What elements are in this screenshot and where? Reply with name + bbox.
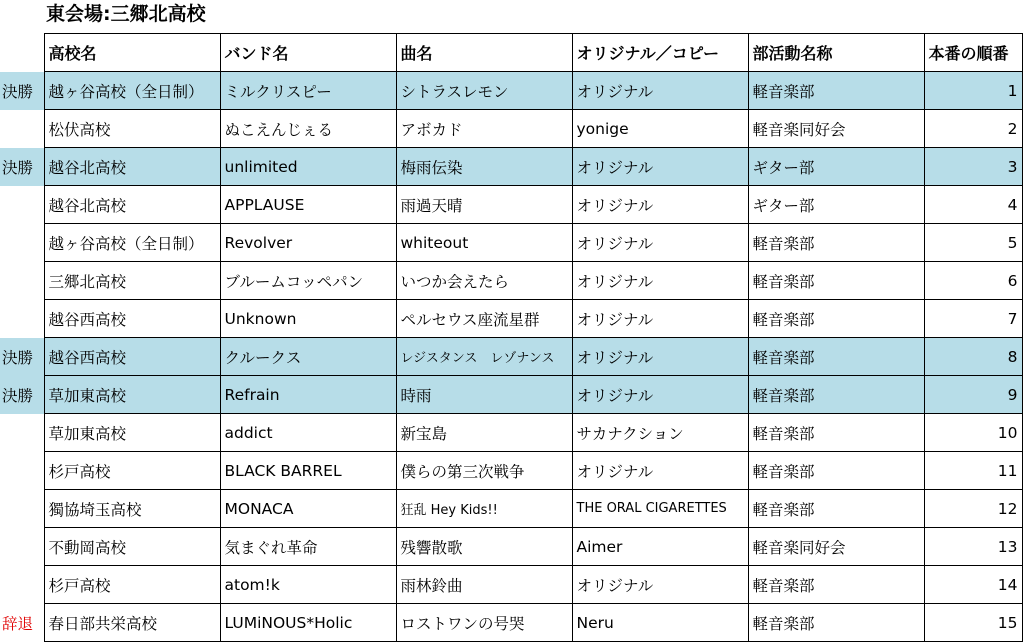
club-cell: 軽音楽部 bbox=[748, 72, 924, 110]
order-cell: 4 bbox=[924, 186, 1022, 224]
table-row bbox=[0, 148, 1022, 186]
status-cell bbox=[0, 224, 44, 262]
table-row bbox=[0, 566, 1022, 604]
band-cell: BLACK BARREL bbox=[220, 452, 396, 490]
type-cell: オリジナル bbox=[572, 300, 748, 338]
table-row bbox=[0, 604, 1022, 642]
order-cell: 10 bbox=[924, 414, 1022, 452]
header-band: バンド名 bbox=[220, 34, 396, 72]
club-cell: 軽音楽部 bbox=[748, 300, 924, 338]
type-cell: オリジナル bbox=[572, 224, 748, 262]
school-cell: 不動岡高校 bbox=[44, 528, 220, 566]
header-club: 部活動名称 bbox=[748, 34, 924, 72]
table-row bbox=[0, 300, 1022, 338]
status-cell bbox=[0, 566, 44, 604]
order-cell: 15 bbox=[924, 604, 1022, 642]
type-cell: Aimer bbox=[572, 528, 748, 566]
order-cell: 11 bbox=[924, 452, 1022, 490]
song-cell: いつか会えたら bbox=[396, 262, 572, 300]
song-cell: 雨過天晴 bbox=[396, 186, 572, 224]
status-cell: 決勝 bbox=[0, 148, 44, 186]
status-cell bbox=[0, 186, 44, 224]
club-cell: 軽音楽部 bbox=[748, 490, 924, 528]
song-cell: 時雨 bbox=[396, 376, 572, 414]
school-cell: 越谷北高校 bbox=[44, 186, 220, 224]
table-row bbox=[0, 224, 1022, 262]
table-row bbox=[0, 262, 1022, 300]
club-cell: 軽音楽部 bbox=[748, 262, 924, 300]
order-cell: 5 bbox=[924, 224, 1022, 262]
band-cell: unlimited bbox=[220, 148, 396, 186]
results-table bbox=[0, 33, 1023, 642]
song-cell: 残響散歌 bbox=[396, 528, 572, 566]
type-cell: サカナクション bbox=[572, 414, 748, 452]
club-cell: 軽音楽部 bbox=[748, 414, 924, 452]
header-song: 曲名 bbox=[396, 34, 572, 72]
school-cell: 草加東高校 bbox=[44, 414, 220, 452]
school-cell: 草加東高校 bbox=[44, 376, 220, 414]
school-cell: 松伏高校 bbox=[44, 110, 220, 148]
order-cell: 6 bbox=[924, 262, 1022, 300]
type-cell: オリジナル bbox=[572, 376, 748, 414]
status-cell bbox=[0, 490, 44, 528]
school-cell: 越谷西高校 bbox=[44, 338, 220, 376]
status-cell bbox=[0, 528, 44, 566]
band-cell: ブルームコッペパン bbox=[220, 262, 396, 300]
school-cell: 獨協埼玉高校 bbox=[44, 490, 220, 528]
type-cell: THE ORAL CIGARETTES bbox=[572, 490, 748, 528]
band-cell: addict bbox=[220, 414, 396, 452]
club-cell: 軽音楽部 bbox=[748, 604, 924, 642]
status-header bbox=[0, 34, 44, 72]
type-cell: オリジナル bbox=[572, 452, 748, 490]
order-cell: 9 bbox=[924, 376, 1022, 414]
type-cell: yonige bbox=[572, 110, 748, 148]
table-row bbox=[0, 376, 1022, 414]
club-cell: 軽音楽部 bbox=[748, 566, 924, 604]
page-title: 東会場:三郷北高校 bbox=[46, 3, 206, 25]
status-cell bbox=[0, 452, 44, 490]
club-cell: 軽音楽部 bbox=[748, 452, 924, 490]
band-cell: ぬこえんじぇる bbox=[220, 110, 396, 148]
order-cell: 14 bbox=[924, 566, 1022, 604]
band-cell: ミルクリスピー bbox=[220, 72, 396, 110]
school-cell: 越谷西高校 bbox=[44, 300, 220, 338]
school-cell: 春日部共栄高校 bbox=[44, 604, 220, 642]
band-cell: Revolver bbox=[220, 224, 396, 262]
header-type: オリジナル／コピー bbox=[572, 34, 748, 72]
band-cell: APPLAUSE bbox=[220, 186, 396, 224]
band-cell: atom!k bbox=[220, 566, 396, 604]
order-cell: 12 bbox=[924, 490, 1022, 528]
school-cell: 三郷北高校 bbox=[44, 262, 220, 300]
table-row bbox=[0, 338, 1022, 376]
band-cell: 気まぐれ革命 bbox=[220, 528, 396, 566]
type-cell: Neru bbox=[572, 604, 748, 642]
header-order: 本番の順番 bbox=[924, 34, 1022, 72]
table-row bbox=[0, 452, 1022, 490]
table-row bbox=[0, 186, 1022, 224]
status-cell: 決勝 bbox=[0, 338, 44, 376]
song-cell: whiteout bbox=[396, 224, 572, 262]
school-cell: 越ヶ谷高校（全日制） bbox=[44, 224, 220, 262]
status-cell bbox=[0, 110, 44, 148]
school-cell: 越ヶ谷高校（全日制） bbox=[44, 72, 220, 110]
song-cell: 狂乱 Hey Kids!! bbox=[396, 490, 572, 528]
song-cell: 梅雨伝染 bbox=[396, 148, 572, 186]
status-cell: 決勝 bbox=[0, 376, 44, 414]
header-school: 高校名 bbox=[44, 34, 220, 72]
club-cell: 軽音楽部 bbox=[748, 338, 924, 376]
status-cell bbox=[0, 300, 44, 338]
order-cell: 7 bbox=[924, 300, 1022, 338]
band-cell: MONACA bbox=[220, 490, 396, 528]
table-row bbox=[0, 528, 1022, 566]
header-row bbox=[0, 34, 1022, 72]
order-cell: 2 bbox=[924, 110, 1022, 148]
club-cell: 軽音楽部 bbox=[748, 224, 924, 262]
school-cell: 杉戸高校 bbox=[44, 566, 220, 604]
club-cell: ギター部 bbox=[748, 148, 924, 186]
table-row bbox=[0, 490, 1022, 528]
song-cell: ロストワンの号哭 bbox=[396, 604, 572, 642]
status-cell: 決勝 bbox=[0, 72, 44, 110]
club-cell: 軽音楽部 bbox=[748, 376, 924, 414]
status-cell: 辞退 bbox=[0, 604, 44, 642]
song-cell: アボカド bbox=[396, 110, 572, 148]
status-cell bbox=[0, 262, 44, 300]
song-cell: 雨林鈴曲 bbox=[396, 566, 572, 604]
type-cell: オリジナル bbox=[572, 72, 748, 110]
order-cell: 13 bbox=[924, 528, 1022, 566]
song-cell: シトラスレモン bbox=[396, 72, 572, 110]
order-cell: 1 bbox=[924, 72, 1022, 110]
song-cell: 僕らの第三次戦争 bbox=[396, 452, 572, 490]
type-cell: オリジナル bbox=[572, 148, 748, 186]
table-row bbox=[0, 414, 1022, 452]
table-row bbox=[0, 72, 1022, 110]
type-cell: オリジナル bbox=[572, 186, 748, 224]
club-cell: 軽音楽同好会 bbox=[748, 528, 924, 566]
status-cell bbox=[0, 414, 44, 452]
song-cell: 新宝島 bbox=[396, 414, 572, 452]
school-cell: 杉戸高校 bbox=[44, 452, 220, 490]
song-cell: ペルセウス座流星群 bbox=[396, 300, 572, 338]
club-cell: 軽音楽同好会 bbox=[748, 110, 924, 148]
band-cell: LUMiNOUS*Holic bbox=[220, 604, 396, 642]
type-cell: オリジナル bbox=[572, 566, 748, 604]
table-row bbox=[0, 110, 1022, 148]
band-cell: Unknown bbox=[220, 300, 396, 338]
band-cell: クルークス bbox=[220, 338, 396, 376]
order-cell: 3 bbox=[924, 148, 1022, 186]
club-cell: ギター部 bbox=[748, 186, 924, 224]
type-cell: オリジナル bbox=[572, 262, 748, 300]
school-cell: 越谷北高校 bbox=[44, 148, 220, 186]
order-cell: 8 bbox=[924, 338, 1022, 376]
band-cell: Refrain bbox=[220, 376, 396, 414]
song-cell: レジスタンス レゾナンス bbox=[396, 338, 572, 376]
type-cell: オリジナル bbox=[572, 338, 748, 376]
